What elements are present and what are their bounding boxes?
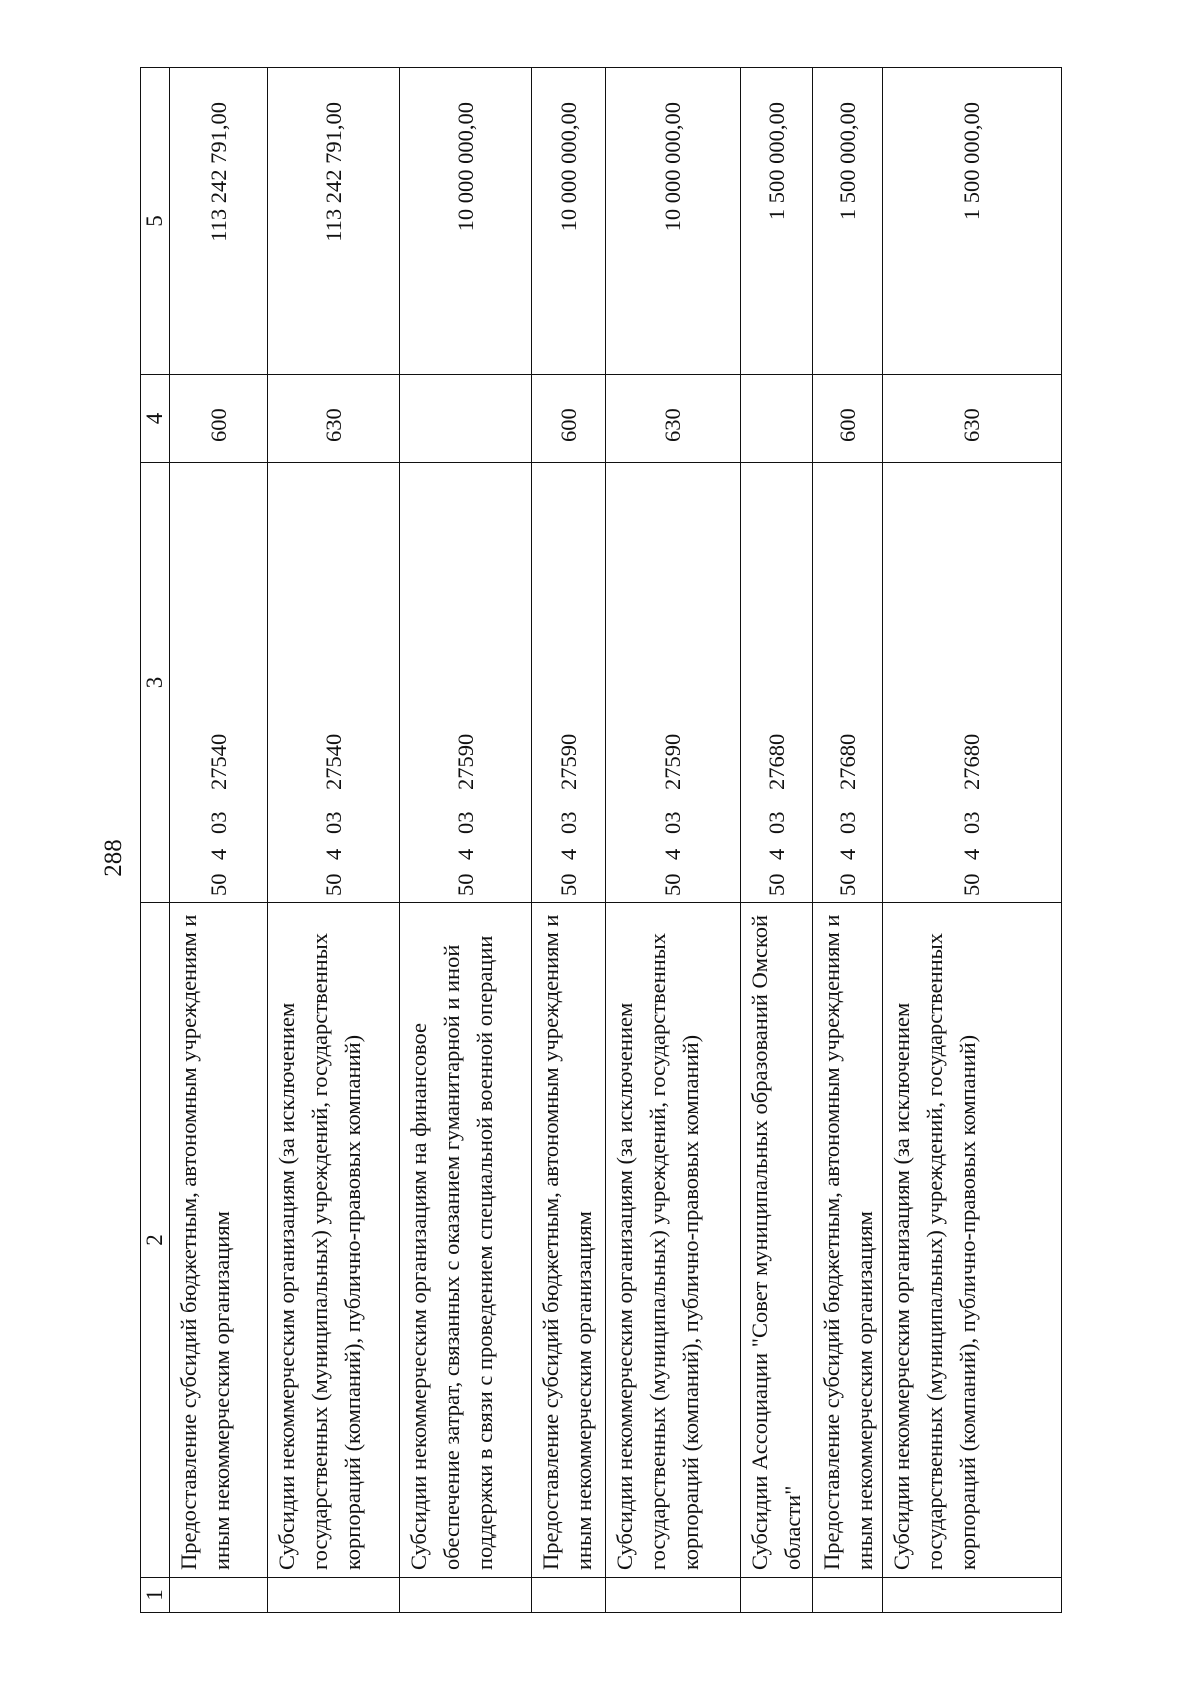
row-code-cell [532, 463, 606, 903]
table-row [883, 68, 1062, 1613]
code-program: 50 [763, 873, 789, 896]
code-event: 03 [452, 811, 478, 834]
row-kvr-cell: 600 [170, 375, 268, 463]
code-subprogram: 4 [320, 848, 346, 860]
row-number-cell [606, 1578, 741, 1613]
code-subprogram: 4 [763, 848, 789, 860]
code-direction: 27680 [834, 733, 860, 790]
row-amount-cell: 10 000 000,00 [532, 68, 606, 375]
row-number-cell [170, 1578, 268, 1613]
code-program: 50 [555, 873, 581, 896]
row-name-cell: Предоставление субсидий бюджетным, автономным учреждениям и иным некоммерческим организациям [813, 903, 883, 1578]
code-subprogram: 4 [555, 848, 581, 860]
table-row [268, 68, 400, 1613]
row-code-cell [741, 463, 813, 903]
row-code-cell [813, 463, 883, 903]
row-code-cell [400, 463, 532, 903]
row-amount-cell: 1 500 000,00 [741, 68, 813, 375]
code-event: 03 [660, 811, 685, 834]
code-subprogram: 4 [959, 848, 984, 860]
row-kvr-cell: 630 [268, 375, 400, 463]
code-subprogram: 4 [452, 848, 478, 860]
table-row [170, 68, 268, 1613]
row-kvr-cell: 600 [813, 375, 883, 463]
page-number: 288 [100, 839, 127, 877]
row-number-cell [400, 1578, 532, 1613]
row-number-cell [813, 1578, 883, 1613]
row-kvr-cell: 600 [532, 375, 606, 463]
code-direction: 27540 [205, 733, 231, 790]
row-name-cell: Предоставление субсидий бюджетным, автономным учреждениям и иным некоммерческим организациям [532, 903, 606, 1578]
code-direction: 27680 [763, 733, 789, 790]
code-event: 03 [763, 811, 789, 834]
code-event: 03 [555, 811, 581, 834]
table-row [400, 68, 532, 1613]
table-row [741, 68, 813, 1613]
row-amount-cell: 1 500 000,00 [813, 68, 883, 375]
row-kvr-cell [741, 375, 813, 463]
code-direction: 27590 [452, 733, 478, 790]
row-code-cell [883, 463, 1062, 903]
code-event: 03 [320, 811, 346, 834]
row-amount-cell: 10 000 000,00 [400, 68, 532, 375]
header-col-5: 5 [141, 68, 170, 375]
code-program: 50 [834, 873, 860, 896]
row-name-cell: Субсидии Ассоциации "Совет муниципальных образований Омской области" [741, 903, 813, 1578]
code-event: 03 [834, 811, 860, 834]
code-subprogram: 4 [205, 848, 231, 860]
row-name-cell: Субсидии некоммерческим организациям на финансовое обеспечение затрат, связанных с оказанием гуманитарной и иной поддержки в связи с проведением специальной военной операции [400, 903, 532, 1578]
code-event: 03 [205, 811, 231, 834]
row-amount-cell: 113 242 791,00 [268, 68, 400, 375]
header-col-3: 3 [141, 463, 170, 903]
row-name-cell: Субсидии некоммерческим организациям (за исключением государственных (муниципальных) учреждений, государственных корпораций (компаний), публично-правовых компаний) [268, 903, 400, 1578]
code-event: 03 [959, 811, 984, 834]
code-direction: 27590 [555, 733, 581, 790]
row-number-cell [532, 1578, 606, 1613]
code-direction: 27590 [660, 733, 685, 790]
header-row [141, 68, 170, 1613]
row-name-cell: Субсидии некоммерческим организациям (за исключением государственных (муниципальных) учреждений, государственных корпораций (компаний), публично-правовых компаний) [883, 903, 1062, 1578]
code-program: 50 [959, 873, 984, 896]
table-row [813, 68, 883, 1613]
table-row [532, 68, 606, 1613]
row-amount-cell: 113 242 791,00 [170, 68, 268, 375]
rotated-table-container [140, 68, 1062, 1613]
code-program: 50 [660, 873, 685, 896]
row-code-cell [606, 463, 741, 903]
row-code-cell [170, 463, 268, 903]
code-program: 50 [452, 873, 478, 896]
row-name-cell: Субсидии некоммерческим организациям (за исключением государственных (муниципальных) учреждений, государственных корпораций (компаний), публично-правовых компаний) [606, 903, 741, 1578]
budget-table [140, 67, 1062, 1613]
code-subprogram: 4 [660, 848, 685, 860]
row-number-cell [741, 1578, 813, 1613]
code-program: 50 [205, 873, 231, 896]
code-direction: 27680 [959, 733, 984, 790]
row-number-cell [268, 1578, 400, 1613]
row-kvr-cell: 630 [883, 375, 1062, 463]
row-name-cell: Предоставление субсидий бюджетным, автономным учреждениям и иным некоммерческим организациям [170, 903, 268, 1578]
header-col-2: 2 [141, 903, 170, 1578]
row-kvr-cell: 630 [606, 375, 741, 463]
row-code-cell [268, 463, 400, 903]
table-row [606, 68, 741, 1613]
header-col-4: 4 [141, 375, 170, 463]
row-kvr-cell [400, 375, 532, 463]
row-number-cell [883, 1578, 1062, 1613]
code-direction: 27540 [320, 733, 346, 790]
row-amount-cell: 10 000 000,00 [606, 68, 741, 375]
row-amount-cell: 1 500 000,00 [883, 68, 1062, 375]
code-program: 50 [320, 873, 346, 896]
code-subprogram: 4 [834, 848, 860, 860]
header-col-1: 1 [141, 1578, 170, 1613]
